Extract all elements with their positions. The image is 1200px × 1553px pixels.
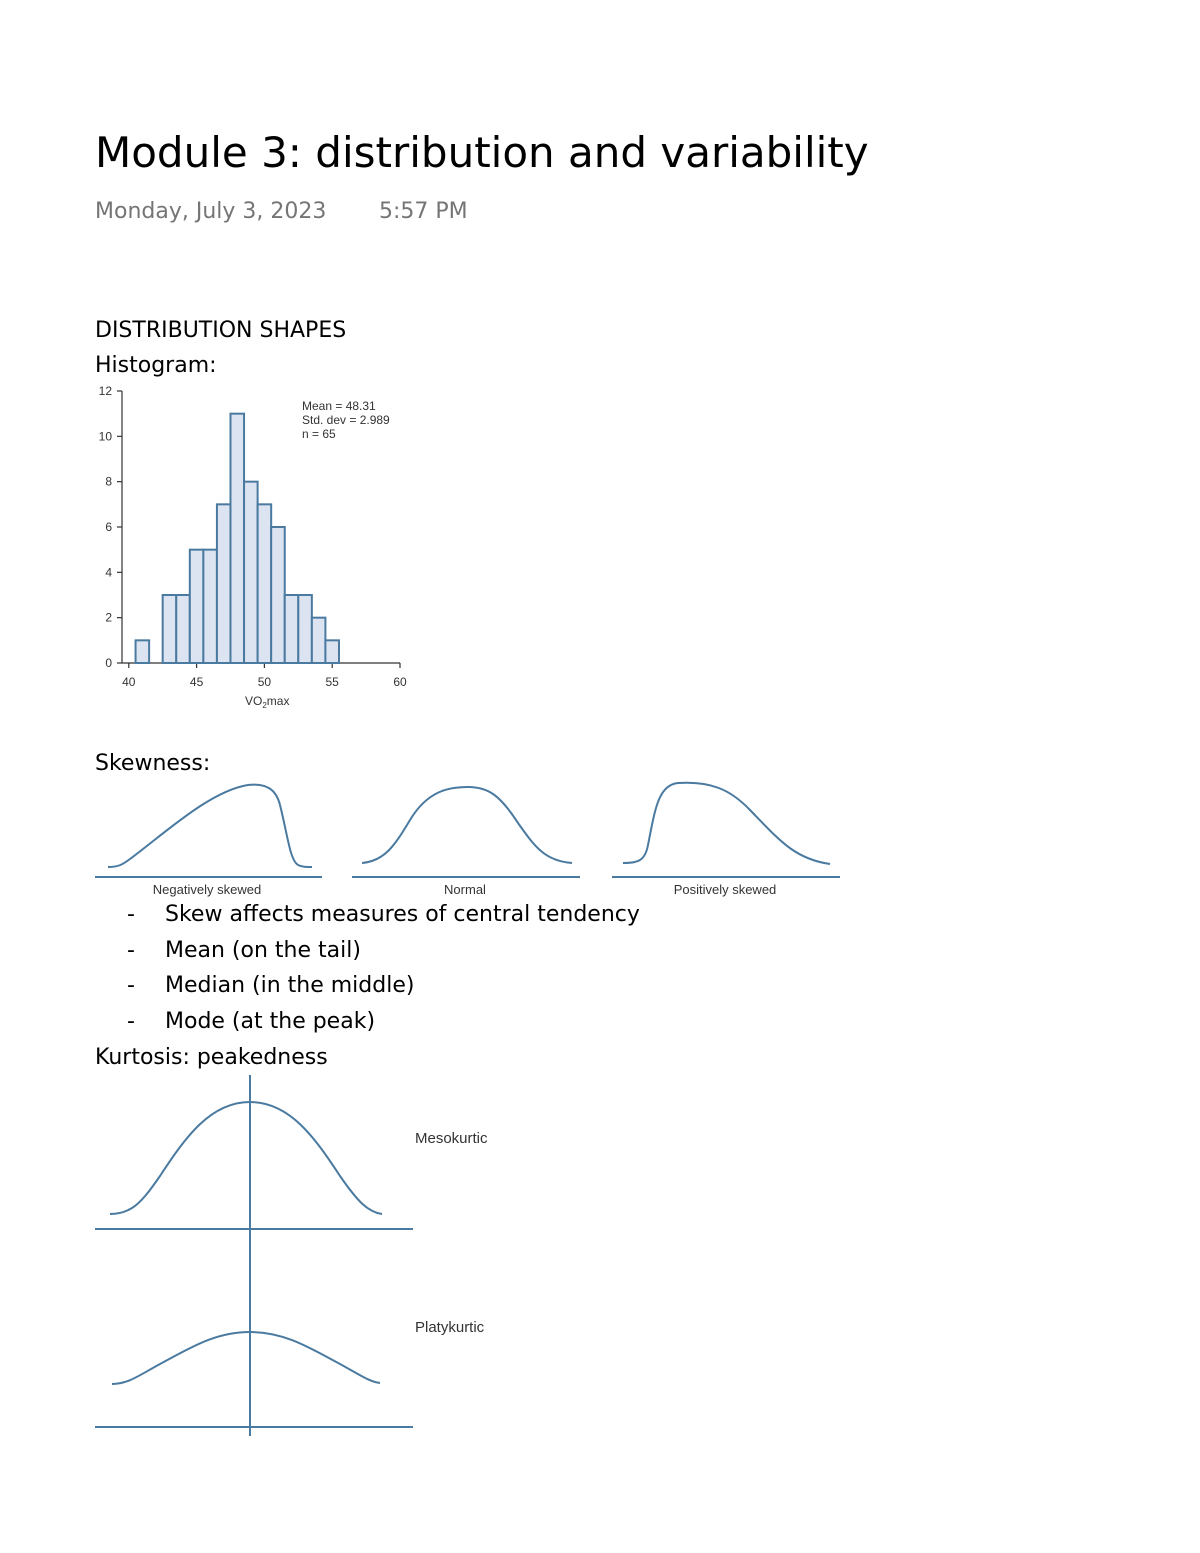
histogram-y-axis (99, 384, 122, 670)
y-tick-label: 4 (105, 565, 112, 580)
bullet-marker: - (127, 937, 135, 963)
bullet-marker: - (127, 973, 135, 998)
histogram-bar (258, 504, 272, 663)
bullet-text: Mean (on the tail) (165, 937, 361, 963)
list-item (95, 973, 640, 1009)
platykurtic-label: Platykurtic (415, 1319, 485, 1336)
histogram-x-axis (122, 663, 407, 689)
y-tick-label: 0 (105, 656, 112, 670)
list-item (95, 938, 640, 974)
histogram-bar (271, 527, 285, 663)
histogram-bars (136, 414, 339, 663)
histogram-bar (176, 595, 190, 663)
bullet-text: Mode (at the peak) (165, 1008, 376, 1034)
x-tick-label: 60 (393, 675, 407, 689)
y-tick-label: 6 (105, 520, 112, 534)
histogram-bar (325, 640, 339, 663)
histogram-bar (312, 618, 326, 663)
histogram-std-annotation: Std. dev = 2.989 (302, 413, 390, 427)
histogram-bar (190, 550, 204, 663)
bullet-marker: - (127, 902, 135, 927)
x-tick-label: 50 (257, 675, 272, 689)
histogram-bar (285, 595, 299, 663)
x-label-main: VO (245, 694, 263, 708)
kurtosis-label: Kurtosis: peakedness (95, 1045, 328, 1070)
mesokurtic-label: Mesokurtic (415, 1130, 488, 1147)
skewness-label: Skewness: (95, 751, 211, 776)
negative-skew-label: Negatively skewed (152, 882, 262, 897)
list-item (95, 902, 640, 938)
histogram-bar (163, 595, 177, 663)
histogram-chart (90, 380, 420, 715)
x-tick-label: 55 (325, 675, 339, 689)
positive-skew-label: Positively skewed (673, 882, 777, 897)
y-tick-label: 10 (98, 429, 112, 444)
positive-skew-curve (623, 783, 830, 864)
x-label-sub: 2 (262, 701, 267, 710)
histogram-bar (298, 595, 312, 663)
normal-curve (362, 787, 572, 863)
platykurtic-curve (112, 1332, 380, 1384)
x-label-rest: max (266, 694, 290, 708)
bullet-marker: - (127, 1008, 135, 1034)
kurtosis-figure (90, 1072, 520, 1442)
list-item (95, 1009, 640, 1045)
distribution-shapes-heading: DISTRIBUTION SHAPES (95, 318, 347, 343)
skewness-figure (90, 775, 850, 900)
histogram-label: Histogram: (95, 353, 217, 378)
x-tick-label: 40 (122, 675, 136, 689)
histogram-x-label (245, 694, 289, 710)
histogram-bar (244, 482, 258, 663)
negative-skew-curve (108, 785, 312, 867)
histogram-bar (203, 550, 217, 663)
histogram-bar (217, 504, 231, 663)
bullet-text: Median (in the middle) (165, 973, 415, 998)
page-title: Module 3: distribution and variability (95, 128, 869, 177)
histogram-bar (230, 414, 244, 663)
y-tick-label: 2 (105, 610, 112, 625)
bullet-text: Skew affects measures of central tendency (165, 902, 640, 927)
y-tick-label: 8 (105, 474, 112, 489)
page-date: Monday, July 3, 2023 (95, 199, 327, 224)
mesokurtic-curve (110, 1102, 382, 1214)
histogram-bar (136, 640, 150, 663)
skew-bullet-list (95, 902, 640, 1044)
y-tick-label: 12 (98, 384, 112, 398)
histogram-n-annotation: n = 65 (302, 427, 336, 441)
normal-label: Normal (444, 882, 486, 897)
x-tick-label: 45 (189, 675, 204, 689)
page-time: 5:57 PM (379, 199, 468, 224)
histogram-mean-annotation: Mean = 48.31 (302, 399, 376, 413)
